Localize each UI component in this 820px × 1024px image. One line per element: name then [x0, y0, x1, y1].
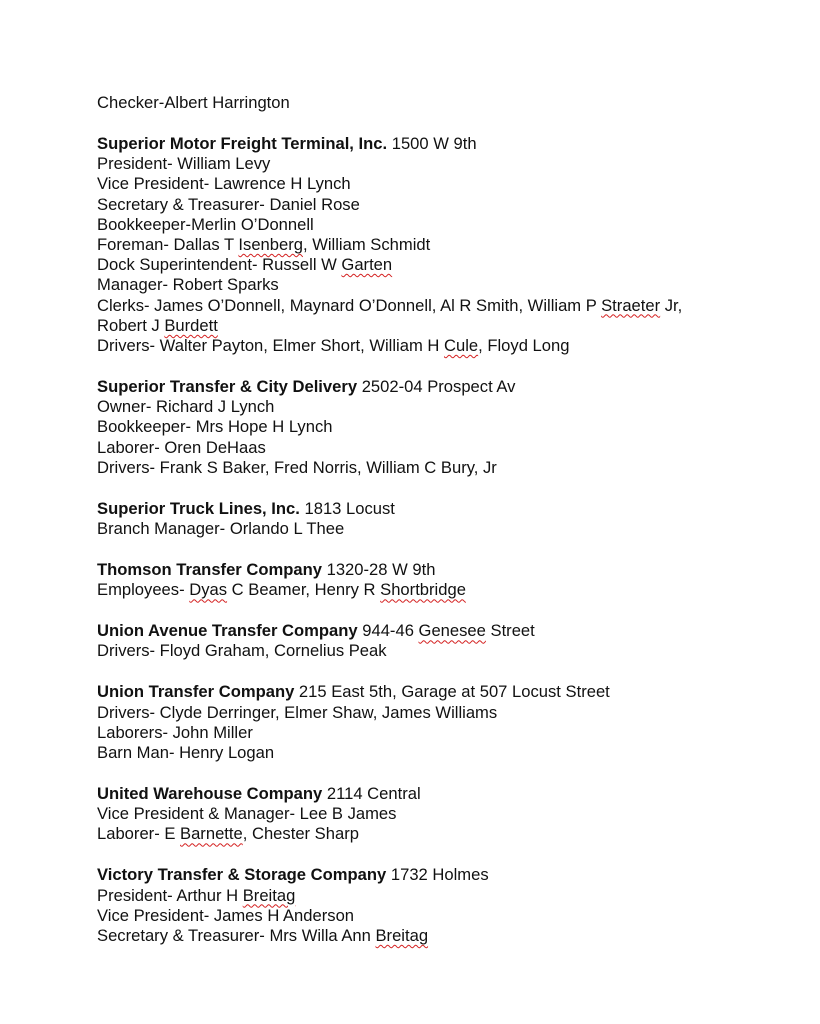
- company-address: 215 East 5th, Garage at 507 Locust Street: [294, 682, 610, 702]
- barn-man-line: Barn Man- Henry Logan: [97, 743, 275, 763]
- company-address: 944-46: [357, 621, 419, 641]
- secretary-text: Secretary & Treasurer- Mrs Willa Ann: [97, 926, 376, 946]
- checker-line: Checker-Albert Harrington: [97, 93, 290, 112]
- spacer: [97, 763, 797, 784]
- entry-united-warehouse: [97, 784, 797, 845]
- company-name: Victory Transfer & Storage Company: [97, 865, 387, 885]
- president-text: President- Arthur H: [97, 885, 243, 905]
- bookkeeper-line: Bookkeeper- Mrs Hope H Lynch: [97, 417, 333, 437]
- company-heading: [97, 682, 797, 702]
- spacer: [97, 113, 797, 134]
- secretary-treasurer-line: [97, 926, 797, 946]
- foreman-line: [97, 235, 797, 255]
- president-line: President- William Levy: [97, 154, 271, 174]
- company-heading: [97, 865, 797, 885]
- spacer: [97, 845, 797, 866]
- company-heading: [97, 377, 797, 397]
- company-name: Superior Motor Freight Terminal, Inc.: [97, 134, 388, 153]
- foreman-text: , William Schmidt: [302, 235, 431, 255]
- laborer-line: Laborer- Oren DeHaas: [97, 437, 266, 457]
- laborer-text: Laborer- E: [97, 824, 181, 844]
- owner-line: Owner- Richard J Lynch: [97, 397, 275, 417]
- company-heading: [97, 560, 797, 580]
- spacer: [97, 539, 797, 560]
- bookkeeper-line: Bookkeeper-Merlin O’Donnell: [97, 214, 314, 234]
- drivers-text: Drivers- Walter Payton, Elmer Short, William H: [97, 336, 444, 356]
- company-name: Union Transfer Company: [97, 682, 295, 702]
- spellcheck-word: Breitag: [242, 885, 296, 905]
- dock-text: Dock Superintendent- Russell W: [97, 255, 342, 275]
- company-address: 2502-04 Prospect Av: [357, 377, 516, 397]
- company-heading: [97, 784, 797, 804]
- clerks-text: Jr,: [660, 295, 683, 315]
- laborer-text: , Chester Sharp: [242, 824, 359, 844]
- entry-superior-motor-freight: [97, 134, 797, 356]
- vice-president-line: Vice President & Manager- Lee B James: [97, 804, 397, 824]
- company-address: 1732 Holmes: [386, 865, 489, 885]
- spellcheck-word: Breitag: [375, 926, 429, 946]
- entry-victory-transfer: [97, 865, 797, 946]
- spellcheck-word: Barnette: [180, 824, 243, 844]
- drivers-line: Drivers- Clyde Derringer, Elmer Shaw, James Williams: [97, 702, 498, 722]
- entry-superior-transfer: [97, 377, 797, 478]
- laborer-line: [97, 824, 797, 844]
- company-name: Superior Transfer & City Delivery: [97, 377, 358, 397]
- entry-thomson-transfer: [97, 560, 797, 600]
- secretary-treasurer-line: Secretary & Treasurer- Daniel Rose: [97, 194, 360, 214]
- clerks-text: Robert J: [97, 315, 165, 335]
- employees-line: [97, 580, 797, 600]
- spacer: [97, 478, 797, 499]
- spellcheck-word: Straeter: [601, 295, 661, 315]
- drivers-text: , Floyd Long: [478, 336, 570, 356]
- spellcheck-word: Dyas: [189, 580, 228, 600]
- drivers-line: Drivers- Frank S Baker, Fred Norris, William C Bury, Jr: [97, 457, 497, 477]
- vice-president-line: Vice President- James H Anderson: [97, 905, 355, 925]
- employees-text: Employees-: [97, 580, 190, 600]
- document-page: [97, 93, 797, 946]
- company-name: Superior Truck Lines, Inc.: [97, 498, 300, 518]
- company-name: Thomson Transfer Company: [97, 560, 322, 580]
- president-line: [97, 886, 797, 906]
- entry-union-transfer: [97, 682, 797, 763]
- company-name: United Warehouse Company: [97, 784, 323, 804]
- company-heading: [97, 499, 797, 519]
- clerks-line: [97, 296, 797, 316]
- manager-line: Manager- Robert Sparks: [97, 275, 279, 295]
- spellcheck-word: Isenberg: [238, 235, 303, 255]
- company-address: 1813 Locust: [299, 498, 395, 518]
- clerks-continuation-line: [97, 316, 797, 336]
- spacer: [97, 662, 797, 683]
- drivers-line: [97, 336, 797, 356]
- spacer: [97, 600, 797, 621]
- spacer: [97, 356, 797, 377]
- spellcheck-word: Burdett: [164, 315, 218, 335]
- drivers-line: Drivers- Floyd Graham, Cornelius Peak: [97, 641, 387, 661]
- employees-text: C Beamer, Henry R: [227, 580, 381, 600]
- foreman-text: Foreman- Dallas T: [97, 235, 239, 255]
- clerks-text: Clerks- James O’Donnell, Maynard O’Donnell, Al R Smith, William P: [97, 295, 602, 315]
- entry-union-avenue-transfer: [97, 621, 797, 661]
- spellcheck-word: Garten: [341, 255, 393, 275]
- spellcheck-word: Cule: [444, 336, 479, 356]
- company-heading: [97, 134, 797, 154]
- dock-superintendent-line: [97, 255, 797, 275]
- spellcheck-word: Genesee: [418, 621, 486, 641]
- company-name: Union Avenue Transfer Company: [97, 621, 358, 641]
- company-address: 1500 W 9th: [387, 134, 477, 153]
- company-address: 2114 Central: [322, 784, 421, 804]
- company-address: Street: [485, 621, 535, 641]
- laborers-line: Laborers- John Miller: [97, 722, 253, 742]
- entry-superior-truck-lines: [97, 499, 797, 539]
- company-address: 1320-28 W 9th: [321, 560, 436, 580]
- company-heading: [97, 621, 797, 641]
- branch-manager-line: Branch Manager- Orlando L Thee: [97, 519, 345, 539]
- vice-president-line: Vice President- Lawrence H Lynch: [97, 174, 351, 194]
- spellcheck-word: Shortbridge: [380, 580, 466, 600]
